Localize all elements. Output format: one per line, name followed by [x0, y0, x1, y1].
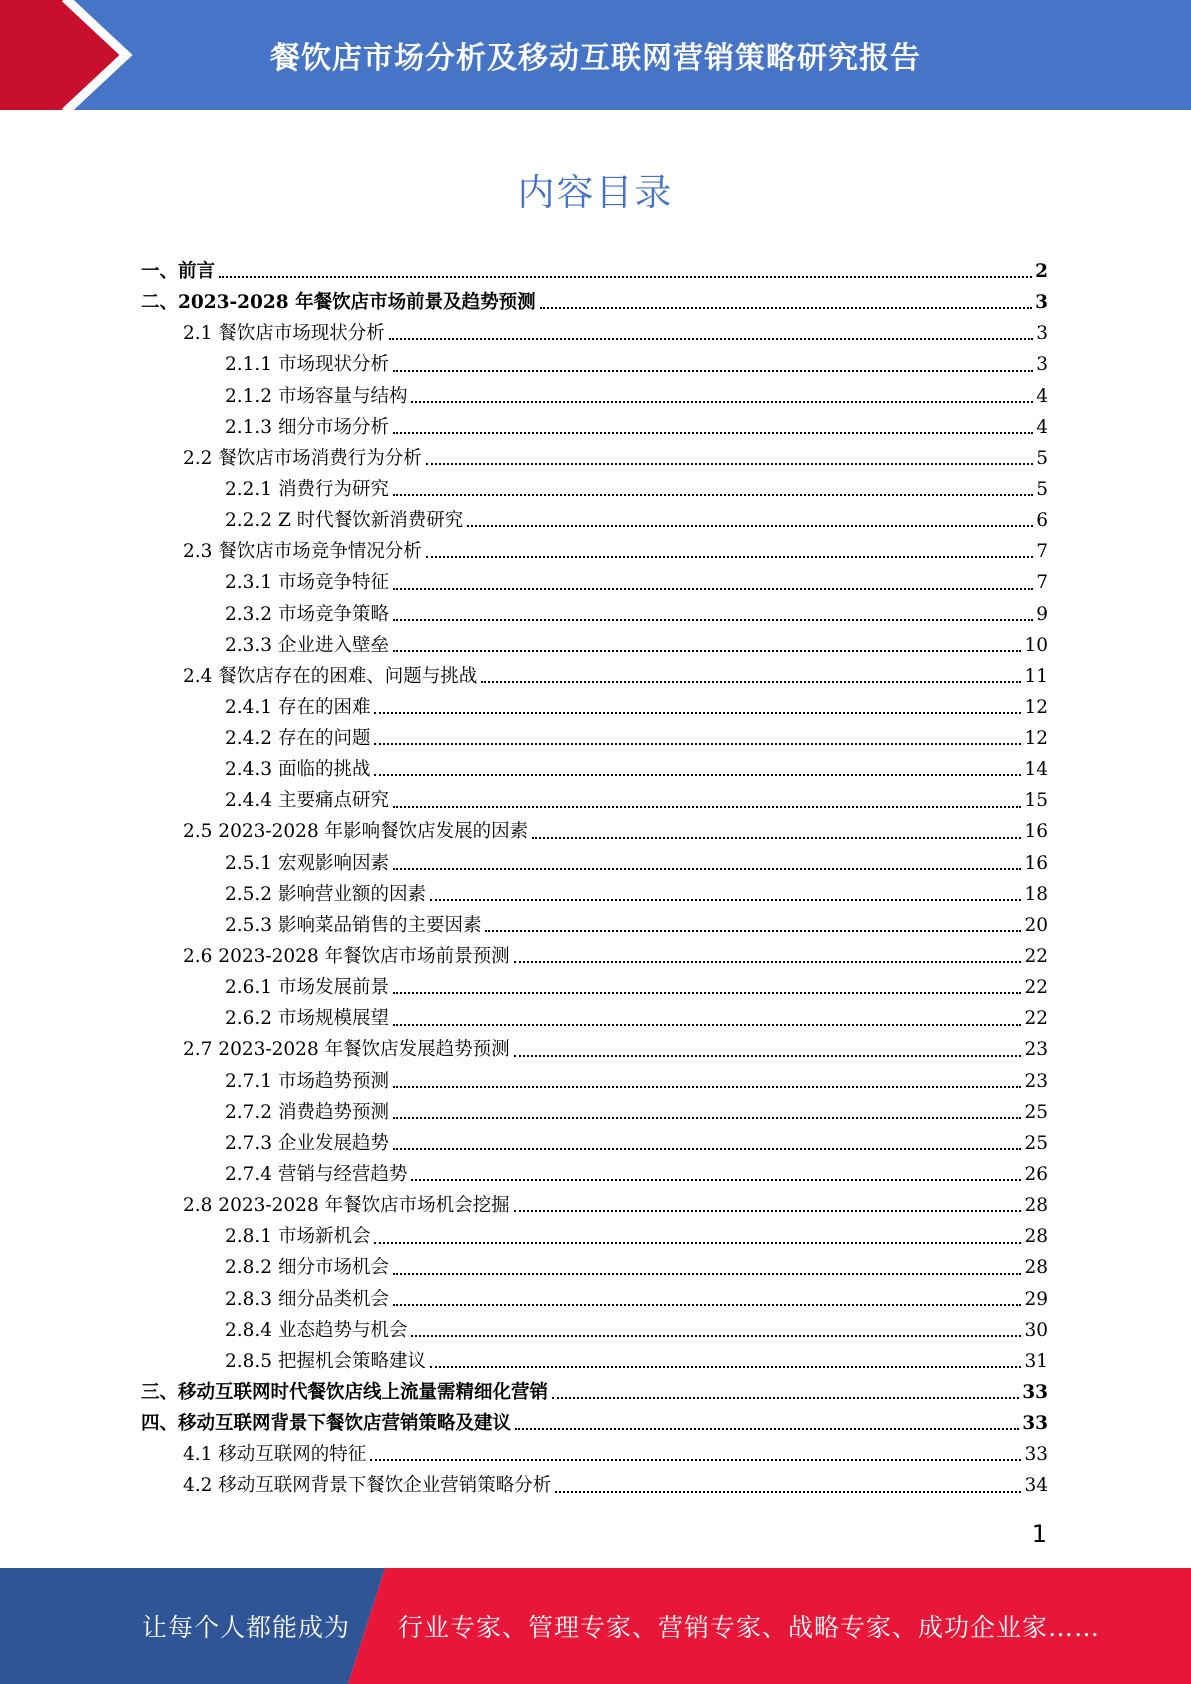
toc-heading: 内容目录	[517, 171, 674, 214]
toc-dot-leader	[374, 712, 1021, 714]
toc-entry[interactable]	[141, 1406, 1048, 1437]
toc-dot-leader	[393, 588, 1033, 590]
toc-entry-page: 18	[1024, 883, 1048, 905]
toc-entry-page: 25	[1024, 1132, 1048, 1154]
toc-entry-label: 2.6.2 市场规模展望	[225, 1008, 389, 1030]
toc-dot-leader	[540, 307, 1033, 309]
toc-dot-leader	[514, 1210, 1022, 1212]
toc-entry-label: 四、移动互联网背景下餐饮店营销策略及建议	[141, 1413, 512, 1435]
toc-dot-leader	[393, 370, 1033, 372]
toc-entry[interactable]	[141, 1282, 1048, 1313]
toc-dot-leader	[393, 619, 1033, 621]
toc-entry[interactable]	[141, 534, 1048, 565]
toc-entry[interactable]	[141, 1001, 1048, 1032]
toc-entry[interactable]	[141, 1468, 1048, 1499]
toc-entry-page: 11	[1024, 665, 1048, 687]
toc-entry-page: 9	[1036, 603, 1048, 625]
toc-entry-label: 2.3 餐饮店市场竞争情况分析	[183, 541, 422, 563]
toc-entry-page: 34	[1024, 1475, 1048, 1497]
toc-dot-leader	[485, 930, 1021, 932]
toc-entry[interactable]	[141, 1219, 1048, 1250]
toc-entry-label: 2.6 2023-2028 年餐饮店市场前景预测	[183, 946, 510, 968]
toc-entry-page: 16	[1024, 821, 1048, 843]
toc-entry-page: 15	[1024, 790, 1048, 812]
toc-entry-label: 一、前言	[141, 260, 216, 282]
toc-entry[interactable]	[141, 379, 1048, 410]
toc-entry-label: 2.8.4 业态趋势与机会	[225, 1319, 408, 1341]
toc-entry[interactable]	[141, 410, 1048, 441]
toc-entry[interactable]	[141, 1064, 1048, 1095]
table-of-contents	[141, 254, 1048, 1500]
toc-entry-label: 2.5 2023-2028 年影响餐饮店发展的因素	[183, 821, 529, 843]
toc-entry-label: 三、移动互联网时代餐饮店线上流量需精细化营销	[141, 1382, 549, 1404]
toc-entry-label: 二、2023-2028 年餐饮店市场前景及趋势预测	[141, 292, 536, 314]
toc-dot-leader	[393, 1117, 1021, 1119]
toc-dot-leader	[393, 1273, 1021, 1275]
toc-dot-leader	[552, 1397, 1019, 1399]
toc-entry-page: 22	[1024, 1008, 1048, 1030]
header-band	[0, 0, 1191, 110]
toc-entry-label: 2.1.3 细分市场分析	[225, 416, 389, 438]
toc-dot-leader	[393, 1148, 1021, 1150]
toc-dot-leader	[393, 806, 1021, 808]
toc-entry-label: 4.1 移动互联网的特征	[183, 1444, 367, 1466]
toc-entry-page: 33	[1022, 1382, 1048, 1404]
toc-dot-leader	[430, 899, 1021, 901]
toc-entry-page: 23	[1024, 1039, 1048, 1061]
footer-slogan-left: 让每个人都能成为	[142, 1613, 351, 1642]
toc-entry[interactable]	[141, 597, 1048, 628]
toc-dot-leader	[393, 868, 1021, 870]
toc-dot-leader	[393, 494, 1033, 496]
toc-entry-page: 26	[1024, 1164, 1048, 1186]
toc-dot-leader	[467, 525, 1033, 527]
toc-entry[interactable]	[141, 815, 1048, 846]
toc-entry-page: 30	[1024, 1319, 1048, 1341]
toc-dot-leader	[514, 961, 1022, 963]
toc-dot-leader	[532, 837, 1021, 839]
toc-entry[interactable]	[141, 347, 1048, 378]
toc-entry-page: 6	[1036, 510, 1048, 532]
toc-entry-label: 2.7.3 企业发展趋势	[225, 1132, 389, 1154]
toc-entry-page: 14	[1024, 759, 1048, 781]
toc-entry[interactable]	[141, 565, 1048, 596]
toc-entry-page: 25	[1024, 1101, 1048, 1123]
toc-entry[interactable]	[141, 939, 1048, 970]
toc-dot-leader	[393, 992, 1021, 994]
toc-dot-leader	[374, 1242, 1021, 1244]
toc-dot-leader	[426, 463, 1033, 465]
toc-entry-page: 3	[1035, 292, 1048, 314]
toc-entry-page: 3	[1036, 323, 1048, 345]
toc-entry[interactable]	[141, 1344, 1048, 1375]
toc-entry-label: 2.4.3 面临的挑战	[225, 759, 371, 781]
toc-dot-leader	[374, 743, 1021, 745]
toc-dot-leader	[411, 1335, 1021, 1337]
toc-entry-page: 28	[1024, 1226, 1048, 1248]
toc-entry-label: 2.3.2 市场竞争策略	[225, 603, 389, 625]
toc-entry-label: 2.4.1 存在的困难	[225, 696, 371, 718]
toc-entry-label: 2.5.1 宏观影响因素	[225, 852, 389, 874]
toc-entry-label: 2.8.3 细分品类机会	[225, 1288, 389, 1310]
footer-band	[0, 1568, 1191, 1684]
toc-entry-label: 2.3.3 企业进入壁垒	[225, 634, 389, 656]
toc-entry-label: 2.8 2023-2028 年餐饮店市场机会挖掘	[183, 1195, 510, 1217]
toc-entry-page: 3	[1036, 354, 1048, 376]
toc-entry-page: 5	[1036, 447, 1048, 469]
toc-entry[interactable]	[141, 846, 1048, 877]
toc-dot-leader	[219, 276, 1032, 278]
toc-entry[interactable]	[141, 1437, 1048, 1468]
toc-entry-label: 2.8.1 市场新机会	[225, 1226, 371, 1248]
toc-entry-page: 22	[1024, 946, 1048, 968]
toc-dot-leader	[389, 338, 1033, 340]
toc-dot-leader	[393, 432, 1033, 434]
toc-entry-label: 2.2.1 消费行为研究	[225, 478, 389, 500]
toc-entry-page: 12	[1024, 696, 1048, 718]
toc-entry[interactable]	[141, 316, 1048, 347]
toc-dot-leader	[393, 650, 1021, 652]
toc-entry[interactable]	[141, 1033, 1048, 1064]
toc-dot-leader	[370, 1459, 1021, 1461]
toc-entry-page: 33	[1022, 1413, 1048, 1435]
toc-entry-page: 7	[1036, 572, 1048, 594]
toc-entry[interactable]	[141, 690, 1048, 721]
toc-entry-label: 2.1 餐饮店市场现状分析	[183, 323, 385, 345]
toc-entry[interactable]	[141, 285, 1048, 316]
toc-entry-page: 28	[1024, 1257, 1048, 1279]
toc-entry-label: 4.2 移动互联网背景下餐饮企业营销策略分析	[183, 1475, 552, 1497]
toc-entry-label: 2.4 餐饮店存在的困难、问题与挑战	[183, 665, 478, 687]
toc-entry-label: 2.2.2 Z 时代餐饮新消费研究	[225, 510, 464, 532]
toc-entry[interactable]	[141, 752, 1048, 783]
toc-entry-page: 22	[1024, 977, 1048, 999]
toc-entry[interactable]	[141, 1251, 1048, 1282]
toc-entry-label: 2.4.4 主要痛点研究	[225, 790, 389, 812]
toc-entry-label: 2.7.1 市场趋势预测	[225, 1070, 389, 1092]
toc-entry-label: 2.1.2 市场容量与结构	[225, 385, 408, 407]
toc-entry-page: 16	[1024, 852, 1048, 874]
toc-entry-page: 31	[1024, 1350, 1048, 1372]
page-number: 1	[1031, 1520, 1047, 1548]
toc-entry-label: 2.7 2023-2028 年餐饮店发展趋势预测	[183, 1039, 510, 1061]
toc-entry[interactable]	[141, 472, 1048, 503]
toc-entry[interactable]	[141, 1157, 1048, 1188]
toc-entry-label: 2.5.2 影响营业额的因素	[225, 883, 426, 905]
toc-dot-leader	[393, 1304, 1021, 1306]
toc-entry[interactable]	[141, 1375, 1048, 1406]
toc-dot-leader	[515, 1428, 1019, 1430]
toc-entry[interactable]	[141, 659, 1048, 690]
toc-entry[interactable]	[141, 908, 1048, 939]
toc-entry[interactable]	[141, 970, 1048, 1001]
toc-entry-page: 28	[1024, 1195, 1048, 1217]
toc-entry-label: 2.8.2 细分市场机会	[225, 1257, 389, 1279]
toc-entry[interactable]	[141, 628, 1048, 659]
toc-entry-label: 2.5.3 影响菜品销售的主要因素	[225, 914, 482, 936]
report-title: 餐饮店市场分析及移动互联网营销策略研究报告	[270, 41, 921, 76]
toc-entry-page: 12	[1024, 728, 1048, 750]
toc-entry[interactable]	[141, 1188, 1048, 1219]
toc-dot-leader	[430, 1366, 1021, 1368]
header-arrow-decoration	[0, 0, 160, 110]
toc-dot-leader	[481, 681, 1021, 683]
toc-entry-page: 5	[1036, 478, 1048, 500]
toc-entry-page: 33	[1024, 1444, 1048, 1466]
toc-entry-label: 2.3.1 市场竞争特征	[225, 572, 389, 594]
toc-dot-leader	[411, 401, 1033, 403]
toc-entry[interactable]	[141, 1126, 1048, 1157]
toc-entry-page: 23	[1024, 1070, 1048, 1092]
toc-dot-leader	[411, 1179, 1021, 1181]
toc-dot-leader	[514, 1055, 1022, 1057]
toc-entry[interactable]	[141, 783, 1048, 814]
toc-entry[interactable]	[141, 1313, 1048, 1344]
toc-entry[interactable]	[141, 877, 1048, 908]
toc-dot-leader	[555, 1491, 1021, 1493]
toc-entry-page: 4	[1036, 416, 1048, 438]
toc-entry-label: 2.4.2 存在的问题	[225, 728, 371, 750]
toc-entry-page: 20	[1024, 914, 1048, 936]
toc-entry[interactable]	[141, 503, 1048, 534]
toc-entry-label: 2.7.2 消费趋势预测	[225, 1101, 389, 1123]
toc-dot-leader	[393, 1024, 1021, 1026]
toc-entry[interactable]	[141, 1095, 1048, 1126]
toc-entry-label: 2.1.1 市场现状分析	[225, 354, 389, 376]
toc-entry-label: 2.6.1 市场发展前景	[225, 977, 389, 999]
toc-entry-page: 2	[1035, 260, 1048, 282]
toc-entry-page: 10	[1024, 634, 1048, 656]
toc-dot-leader	[426, 556, 1033, 558]
toc-dot-leader	[393, 1086, 1021, 1088]
toc-entry-label: 2.7.4 营销与经营趋势	[225, 1164, 408, 1186]
toc-entry[interactable]	[141, 254, 1048, 285]
footer-slogan-right: 行业专家、管理专家、营销专家、战略专家、成功企业家……	[398, 1613, 1101, 1642]
toc-entry[interactable]	[141, 441, 1048, 472]
toc-dot-leader	[374, 774, 1021, 776]
toc-entry-label: 2.8.5 把握机会策略建议	[225, 1350, 426, 1372]
toc-entry[interactable]	[141, 721, 1048, 752]
toc-entry-page: 29	[1024, 1288, 1048, 1310]
toc-entry-page: 4	[1036, 385, 1048, 407]
toc-entry-label: 2.2 餐饮店市场消费行为分析	[183, 447, 422, 469]
toc-entry-page: 7	[1036, 541, 1048, 563]
